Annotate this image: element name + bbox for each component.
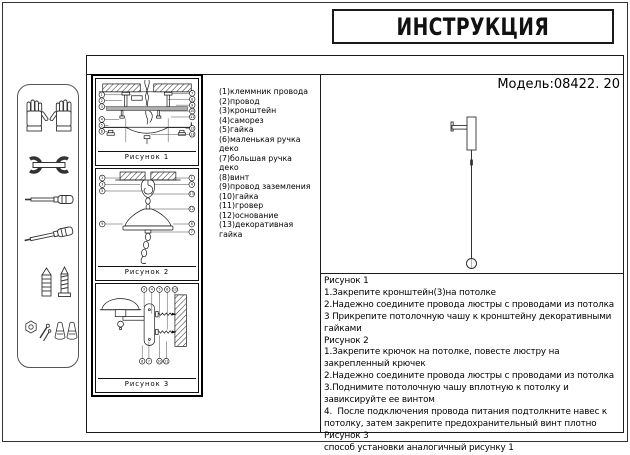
figure-1-caption: Рисунок 1	[98, 151, 196, 165]
chain-link	[144, 241, 149, 249]
arm	[452, 126, 467, 130]
svg-text:12: 12	[190, 126, 195, 131]
wall-screw	[156, 329, 176, 334]
svg-text:8: 8	[191, 97, 194, 102]
ground-wire	[149, 111, 152, 123]
instruction-line: Рисунок 1	[324, 276, 369, 286]
small-screws-icon	[40, 324, 51, 341]
part-item: (6)маленькая ручка деко	[219, 134, 301, 153]
instruction-line: 2.Надежно соедините провода люстры с проводами из потолка	[324, 299, 614, 310]
part-item: (13)декоративная гайка	[219, 220, 294, 239]
deco-ball	[118, 321, 124, 327]
figures-panel	[91, 74, 203, 397]
wire	[145, 80, 147, 106]
svg-text:3: 3	[101, 182, 104, 187]
figure-3	[95, 283, 199, 393]
svg-text:6: 6	[141, 359, 144, 364]
svg-text:2: 2	[100, 98, 103, 103]
instruction-line: 2.Надежно соедините провода люстры с проводами из потолка	[324, 371, 614, 382]
svg-text:6: 6	[190, 222, 193, 227]
instruction-line: 4. После подключения провода питания подтолкните навес к потолку, затем закрепите предохранительный винт плотно	[324, 406, 610, 429]
part-item: (11)гровер	[219, 201, 264, 210]
figure-2-diagram	[96, 169, 198, 267]
svg-text:11: 11	[164, 359, 169, 364]
canopy-plate	[100, 122, 192, 128]
svg-text:4: 4	[100, 117, 103, 122]
svg-text:9: 9	[101, 222, 104, 227]
small-fasteners-icon	[26, 321, 77, 341]
svg-text:13: 13	[190, 132, 195, 137]
instruction-line: Рисунок 2	[324, 335, 369, 346]
title-box	[332, 9, 614, 44]
instruction-line: способ установки аналогичный рисунку 1	[324, 442, 514, 453]
ceiling-hatch	[151, 172, 176, 180]
instruction-line: 3.Поднимите потолочную чашу вплотную к потолку и завиксируйте ее винтом	[324, 383, 572, 406]
svg-text:4: 4	[150, 287, 153, 292]
svg-text:4: 4	[190, 182, 193, 187]
part-item: (10)гайка	[219, 191, 259, 201]
figure-3-diagram	[96, 284, 198, 379]
svg-text:3: 3	[143, 287, 146, 292]
part-item: (7)большая ручка деко	[219, 153, 292, 172]
figure-3-caption: Рисунок 3	[98, 378, 196, 392]
tools-panel	[17, 84, 79, 368]
figure-1-diagram	[96, 79, 198, 152]
svg-text:6: 6	[100, 129, 103, 134]
wire	[147, 80, 149, 107]
deco-nut	[180, 130, 184, 132]
svg-text:8: 8	[166, 287, 169, 292]
part-item: (8)винт	[219, 172, 250, 182]
svg-text:7: 7	[190, 230, 193, 235]
lamp-holder	[115, 310, 126, 317]
instruction-line: 1.Закрепите крючок на потолке, повесте люстру на закрепленный крючек	[324, 347, 563, 370]
svg-text:10: 10	[190, 109, 195, 114]
svg-text:7: 7	[147, 359, 150, 364]
part-item: (5)гайка	[219, 125, 254, 134]
svg-text:5: 5	[100, 123, 103, 128]
svg-text:1: 1	[190, 176, 193, 181]
svg-text:2: 2	[101, 176, 104, 181]
second-screwdriver-icon	[24, 226, 74, 244]
figure-1	[95, 78, 199, 166]
wall-screw	[156, 312, 176, 317]
chain-link	[142, 249, 147, 257]
ceiling-hatch	[103, 84, 141, 92]
wall-hatch	[175, 295, 187, 346]
svg-text:12: 12	[172, 287, 177, 292]
figure-2-caption: Рисунок 2	[98, 266, 196, 280]
deco-nut	[109, 130, 113, 132]
chain-link	[145, 233, 150, 241]
svg-text:10: 10	[157, 359, 162, 364]
canopy-bowl	[126, 127, 168, 133]
ceiling-hatch	[120, 172, 145, 180]
chain-link	[146, 198, 151, 204]
product-drawing	[431, 101, 501, 273]
svg-text:12: 12	[189, 207, 194, 212]
ceiling-hatch	[154, 84, 192, 92]
instruction-line: 3 Прикрепите потолочную чашу к кронштейну декоративными гайками	[324, 311, 614, 334]
column-divider	[320, 74, 321, 432]
svg-text:3: 3	[100, 104, 103, 109]
wrench-icon	[30, 158, 68, 172]
terminal-block	[132, 96, 143, 100]
lamp-body	[467, 117, 476, 150]
page-title: ИНСТРУКЦИЯ	[396, 12, 550, 41]
wall-plug-and-screw-icon	[42, 267, 71, 297]
instruction-line: Рисунок 3	[324, 430, 369, 441]
lamp-shade	[102, 299, 140, 310]
part-item: (9)провод заземления	[219, 182, 311, 191]
svg-text:7: 7	[191, 91, 194, 96]
svg-text:5: 5	[101, 189, 104, 194]
parts-list	[219, 87, 312, 239]
mounting-plate	[144, 304, 155, 346]
instructions	[324, 276, 621, 455]
wire	[146, 111, 148, 125]
wire-tail	[141, 256, 146, 264]
wire-connectors-icon	[55, 322, 77, 339]
model-label: Модель:08422. 20	[497, 77, 620, 92]
part-item: (1)клеммник провода	[219, 87, 309, 96]
part-item: (12)основание	[219, 210, 279, 220]
ceiling-hook	[144, 185, 153, 194]
instructions-divider	[320, 273, 623, 274]
figure-2	[95, 168, 199, 281]
content-box	[86, 55, 624, 453]
arm	[123, 317, 144, 321]
part-item: (2)провод	[219, 96, 260, 106]
part-item: (3)кронштейн	[219, 106, 277, 115]
flat-screwdriver-icon	[25, 196, 73, 204]
bell-canopy	[125, 209, 171, 226]
rod-joint	[471, 160, 473, 165]
instruction-line: 1.Закрепите кронштейн(3)на потолке	[324, 287, 496, 298]
bracket	[107, 107, 188, 111]
wire-loop	[148, 180, 155, 198]
gloves-icon	[27, 100, 71, 131]
svg-text:11: 11	[190, 115, 195, 120]
svg-text:5: 5	[158, 287, 161, 292]
svg-text:9: 9	[191, 103, 194, 108]
tools-icons	[18, 85, 78, 367]
svg-text:13: 13	[189, 192, 194, 197]
svg-text:1: 1	[100, 92, 103, 97]
part-item: (4)саморез	[219, 115, 264, 125]
